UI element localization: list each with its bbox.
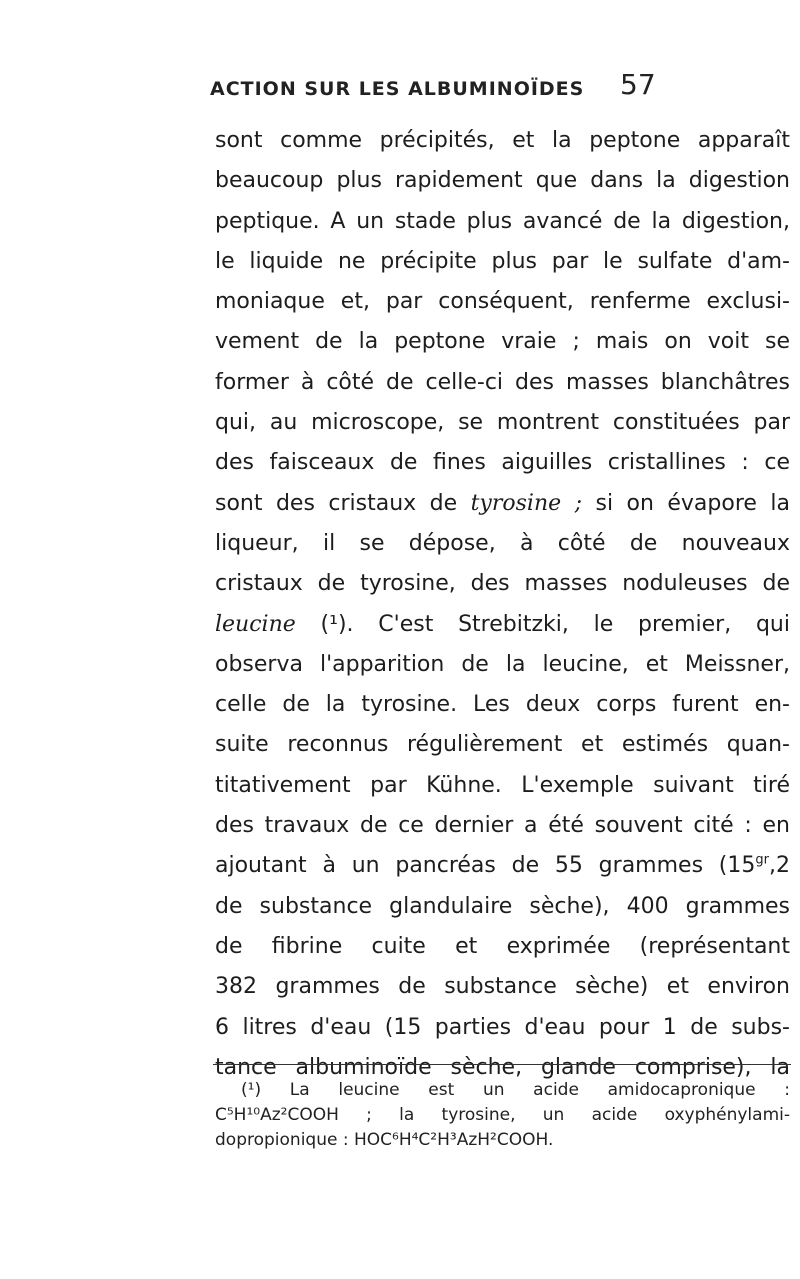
footnote-line xyxy=(215,1078,790,1103)
text-line: sont comme précipités, et la peptone apparaît xyxy=(215,128,790,153)
text-line: de fibrine cuite et exprimée (représentant xyxy=(215,933,790,959)
italic-term-leucine: leucine xyxy=(215,611,296,637)
footnote-divider xyxy=(213,1064,791,1065)
text-line: peptique. A un stade plus avancé de la digestion, xyxy=(215,208,790,234)
text-segment: sont des cristaux de xyxy=(215,490,471,516)
page-number: 57 xyxy=(620,68,656,101)
footnote-text: La leucine est un acide amidocapronique : xyxy=(289,1080,790,1100)
text-line: tance albuminoïde sèche, glande comprise), la xyxy=(215,1054,790,1080)
text-line: former à côté de celle-ci des masses blanchâtres xyxy=(215,369,790,395)
text-line: celle de la tyrosine. Les deux corps furent en- xyxy=(215,692,790,718)
text-line: moniaque et, par conséquent, renferme exclusi- xyxy=(215,289,790,315)
footnote-line: dopropionique : HOC⁶H⁴C²H³AzH²COOH. xyxy=(215,1130,554,1150)
footnote-reference: (¹). xyxy=(295,611,354,637)
text-line: cristaux de tyrosine, des masses noduleuses de xyxy=(215,571,790,597)
footnote-line: C⁵H¹⁰Az²COOH ; la tyrosine, un acide oxyphénylami- xyxy=(215,1105,790,1125)
text-line: beaucoup plus rapidement que dans la digestion xyxy=(215,168,790,194)
text-line: 382 grammes de substance sèche) et environ xyxy=(215,974,790,1000)
text-line: observa l'apparition de la leucine, et Meissner, xyxy=(215,651,790,677)
text-line: de substance glandulaire sèche), 400 grammes xyxy=(215,893,790,919)
text-line xyxy=(215,846,790,886)
text-line xyxy=(215,605,790,645)
running-header: ACTION SUR LES ALBUMINOÏDES xyxy=(210,78,585,100)
text-line: des faisceaux de fines aiguilles cristallines : ce xyxy=(215,450,790,476)
text-line: liqueur, il se dépose, à côté de nouveaux xyxy=(215,530,790,556)
unit-superscript: gr xyxy=(755,853,769,869)
text-line: vement de la peptone vraie ; mais on voit se xyxy=(215,329,790,355)
footnote xyxy=(215,1078,790,1153)
text-segment: C'est Strebitzki, le premier, qui xyxy=(353,611,790,637)
text-line: le liquide ne précipite plus par le sulfate d'am- xyxy=(215,248,790,274)
text-line: qui, au microscope, se montrent constituées par xyxy=(215,410,790,436)
text-line: 6 litres d'eau (15 parties d'eau pour 1 de subs- xyxy=(215,1014,790,1040)
italic-term-tyrosine: tyrosine ; xyxy=(470,490,583,516)
text-segment: si on évapore la xyxy=(582,490,790,516)
body-text xyxy=(215,121,790,1088)
text-line: suite reconnus régulièrement et estimés quan- xyxy=(215,732,790,758)
text-segment: ,2 xyxy=(769,853,790,879)
text-line: des travaux de ce dernier a été souvent cité : en xyxy=(215,813,790,839)
text-line: titativement par Kühne. L'exemple suivant tiré xyxy=(215,772,790,798)
text-segment: ajoutant à un pancréas de 55 grammes (15 xyxy=(215,853,756,879)
text-line xyxy=(215,484,790,524)
footnote-marker: (¹) xyxy=(241,1080,262,1100)
